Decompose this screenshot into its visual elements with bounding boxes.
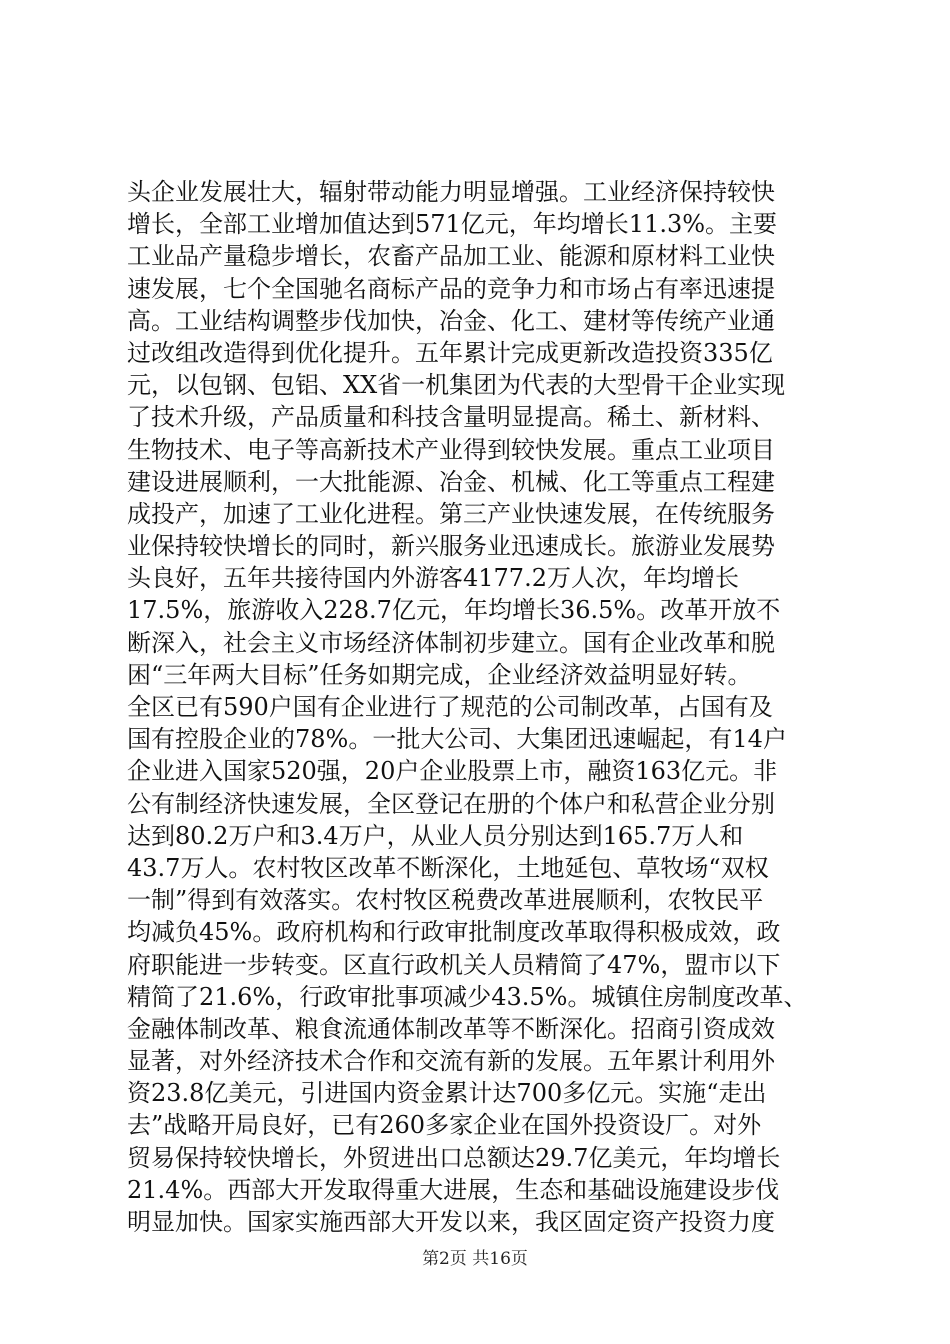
text-line: 元，以包钢、包铝、XX省一机集团为代表的大型骨干企业实现 [127, 371, 786, 400]
text-line: 企业进入国家520强，20户企业股票上市，融资163亿元。非 [127, 757, 778, 786]
text-line: 全区已有590户国有企业进行了规范的公司制改革，占国有及 [127, 693, 773, 721]
text-line: 增长，全部工业增加值达到571亿元，年均增长11.3%。主要 [127, 210, 778, 239]
text-line: 成投产，加速了工业化进程。第三产业快速发展，在传统服务 [127, 499, 775, 528]
text-line: 贸易保持较快增长，外贸进出口总额达29.7亿美元，年均增长 [127, 1143, 781, 1172]
text-line: 业保持较快增长的同时，新兴服务业迅速成长。旅游业发展势 [127, 532, 775, 561]
text-line: 生物技术、电子等高新技术产业得到较快发展。重点工业项目 [127, 435, 775, 464]
body-text [127, 176, 831, 1238]
text-line: 一制”得到有效落实。农村牧区税费改革进展顺利，农牧民平 [127, 886, 764, 915]
text-line: 速发展，七个全国驰名商标产品的竞争力和市场占有率迅速提 [127, 274, 775, 303]
text-line: 金融体制改革、粮食流通体制改革等不断深化。招商引资成效 [127, 1014, 775, 1043]
text-line: 资23.8亿美元，引进国内资金累计达700多亿元。实施“走出 [127, 1079, 767, 1108]
text-line: 了技术升级，产品质量和科技含量明显提高。稀土、新材料、 [127, 403, 775, 432]
text-line: 均减负45%。政府机构和行政审批制度改革取得积极成效，政 [127, 918, 781, 947]
text-line: 头良好，五年共接待国内外游客4177.2万人次，年均增长 [127, 564, 739, 593]
text-line: 断深入，社会主义市场经济体制初步建立。国有企业改革和脱 [127, 628, 775, 657]
text-line: 建设进展顺利，一大批能源、冶金、机械、化工等重点工程建 [127, 467, 775, 496]
page-number: 第2页 共16页 [422, 1249, 528, 1269]
text-line: 过改组改造得到优化提升。五年累计完成更新改造投资335亿 [127, 338, 773, 367]
text-line: 府职能进一步转变。区直行政机关人员精简了47%，盟市以下 [127, 950, 781, 979]
text-line: 去”战略开局良好，已有260多家企业在国外投资设厂。对外 [127, 1111, 762, 1140]
text-line: 公有制经济快速发展，全区登记在册的个体户和私营企业分别 [127, 789, 775, 818]
text-line: 达到80.2万户和3.4万户，从业人员分别达到165.7万人和 [127, 821, 744, 850]
text-line: 困“三年两大目标”任务如期完成，企业经济效益明显好转。 [127, 660, 752, 689]
text-line: 工业品产量稳步增长，农畜产品加工业、能源和原材料工业快 [127, 242, 775, 271]
text-line: 高。工业结构调整步伐加快，冶金、化工、建材等传统产业通 [127, 306, 775, 335]
text-line: 明显加快。国家实施西部大开发以来，我区固定资产投资力度 [127, 1208, 775, 1236]
text-line: 显著，对外经济技术合作和交流有新的发展。五年累计利用外 [127, 1047, 775, 1076]
text-line: 17.5%，旅游收入228.7亿元，年均增长36.5%。改革开放不 [127, 596, 781, 625]
text-line: 国有控股企业的78%。一批大公司、大集团迅速崛起，有14户 [127, 725, 787, 754]
text-line: 21.4%。西部大开发取得重大进展，生态和基础设施建设步伐 [127, 1175, 780, 1204]
text-line: 头企业发展壮大，辐射带动能力明显增强。工业经济保持较快 [127, 178, 775, 206]
text-line: 43.7万人。农村牧区改革不断深化，土地延包、草牧场“双权 [127, 853, 769, 882]
text-line: 精简了21.6%，行政审批事项减少43.5%。城镇住房制度改革、 [127, 982, 808, 1011]
